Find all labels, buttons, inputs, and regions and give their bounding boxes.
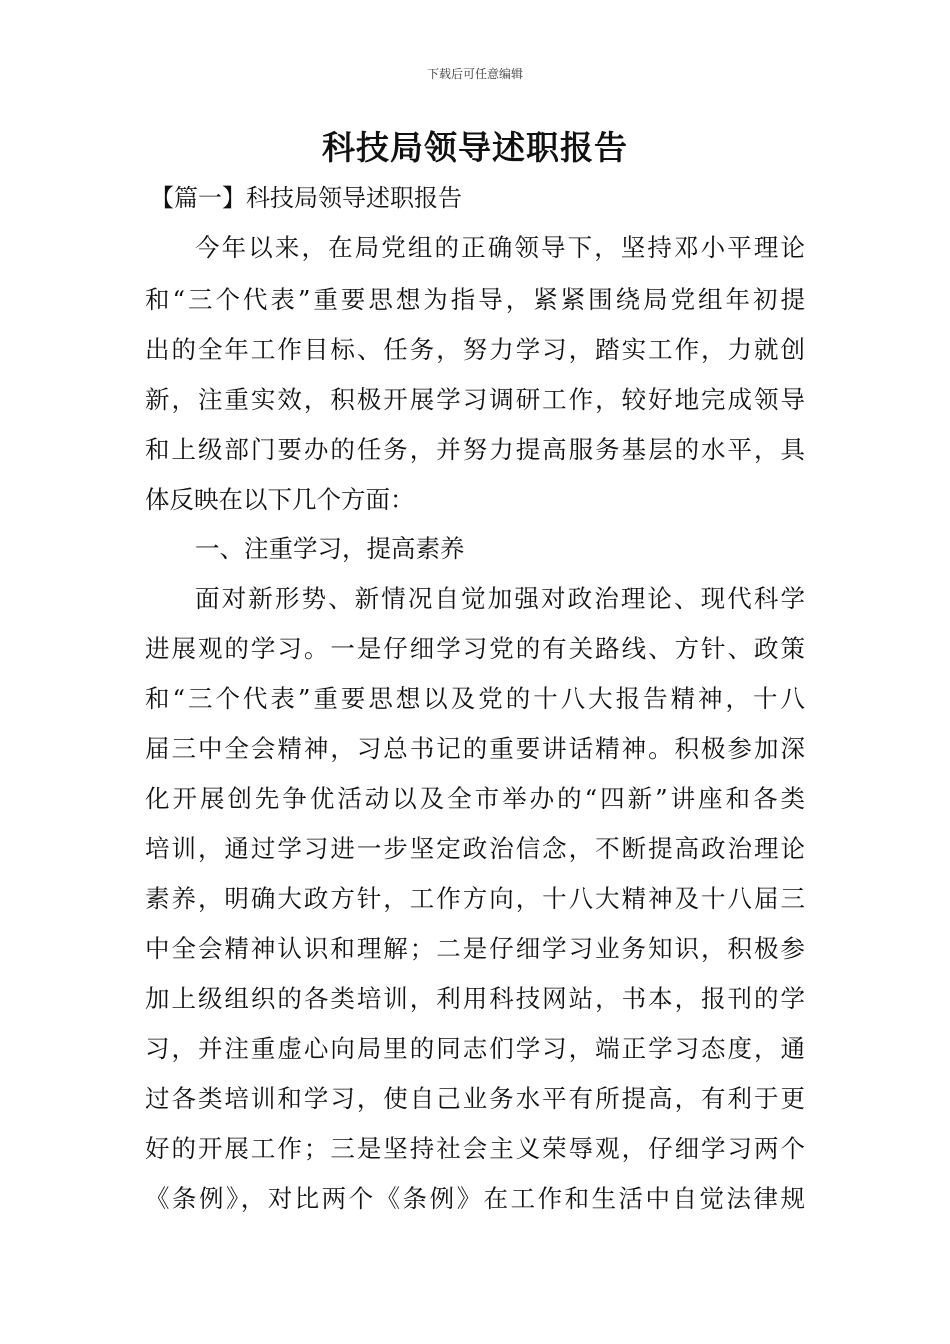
paragraph-line: 好的开展工作；三是坚持社会主义荣辱观，仔细学习两个 bbox=[145, 1134, 805, 1163]
paragraph-line: 新，注重实效，积极开展学习调研工作，较好地完成领导 bbox=[145, 385, 805, 414]
paragraph-line: 面对新形势、新情况自觉加强对政治理论、现代科学 bbox=[195, 584, 805, 613]
paragraph-line: 届三中全会精神，习总书记的重要讲话精神。积极参加深 bbox=[145, 734, 805, 763]
paragraph-line: 《条例》，对比两个《条例》在工作和生活中自觉法律规 bbox=[145, 1184, 805, 1213]
paragraph-line: 加上级组织的各类培训，利用科技网站，书本，报刊的学 bbox=[145, 984, 805, 1013]
paragraph-line: 过各类培训和学习，使自己业务水平有所提高，有利于更 bbox=[145, 1084, 805, 1113]
paragraph-line: 今年以来，在局党组的正确领导下，坚持邓小平理论 bbox=[195, 233, 805, 262]
paragraph-line: 和“三个代表”重要思想以及党的十八大报告精神，十八 bbox=[145, 684, 805, 713]
paragraph-line: 习，并注重虚心向局里的同志们学习，端正学习态度，通 bbox=[145, 1034, 805, 1063]
paragraph-line: 化开展创先争优活动以及全市举办的“四新”讲座和各类 bbox=[145, 784, 805, 813]
paragraph-line: 出的全年工作目标、任务，努力学习，踏实工作，力就创 bbox=[145, 335, 805, 364]
header-note: 下载后可任意编辑 bbox=[426, 67, 523, 81]
section-heading: 一、注重学习，提高素养 bbox=[195, 534, 465, 563]
paragraph-line: 体反映在以下几个方面： bbox=[145, 485, 415, 514]
paragraph-line: 和“三个代表”重要思想为指导，紧紧围绕局党组年初提 bbox=[145, 285, 805, 314]
document-title: 科技局领导述职报告 bbox=[322, 128, 628, 167]
paragraph-line: 中全会精神认识和理解；二是仔细学习业务知识，积极参 bbox=[145, 934, 805, 963]
paragraph-line: 培训，通过学习进一步坚定政治信念，不断提高政治理论 bbox=[145, 834, 805, 863]
paragraph-line: 和上级部门要办的任务，并努力提高服务基层的水平，具 bbox=[145, 435, 805, 464]
paragraph-line: 进展观的学习。一是仔细学习党的有关路线、方针、政策 bbox=[145, 634, 805, 663]
paragraph-line: 素养，明确大政方针，工作方向，十八大精神及十八届三 bbox=[145, 884, 805, 913]
section-subtitle: 【篇一】科技局领导述职报告 bbox=[150, 184, 462, 212]
